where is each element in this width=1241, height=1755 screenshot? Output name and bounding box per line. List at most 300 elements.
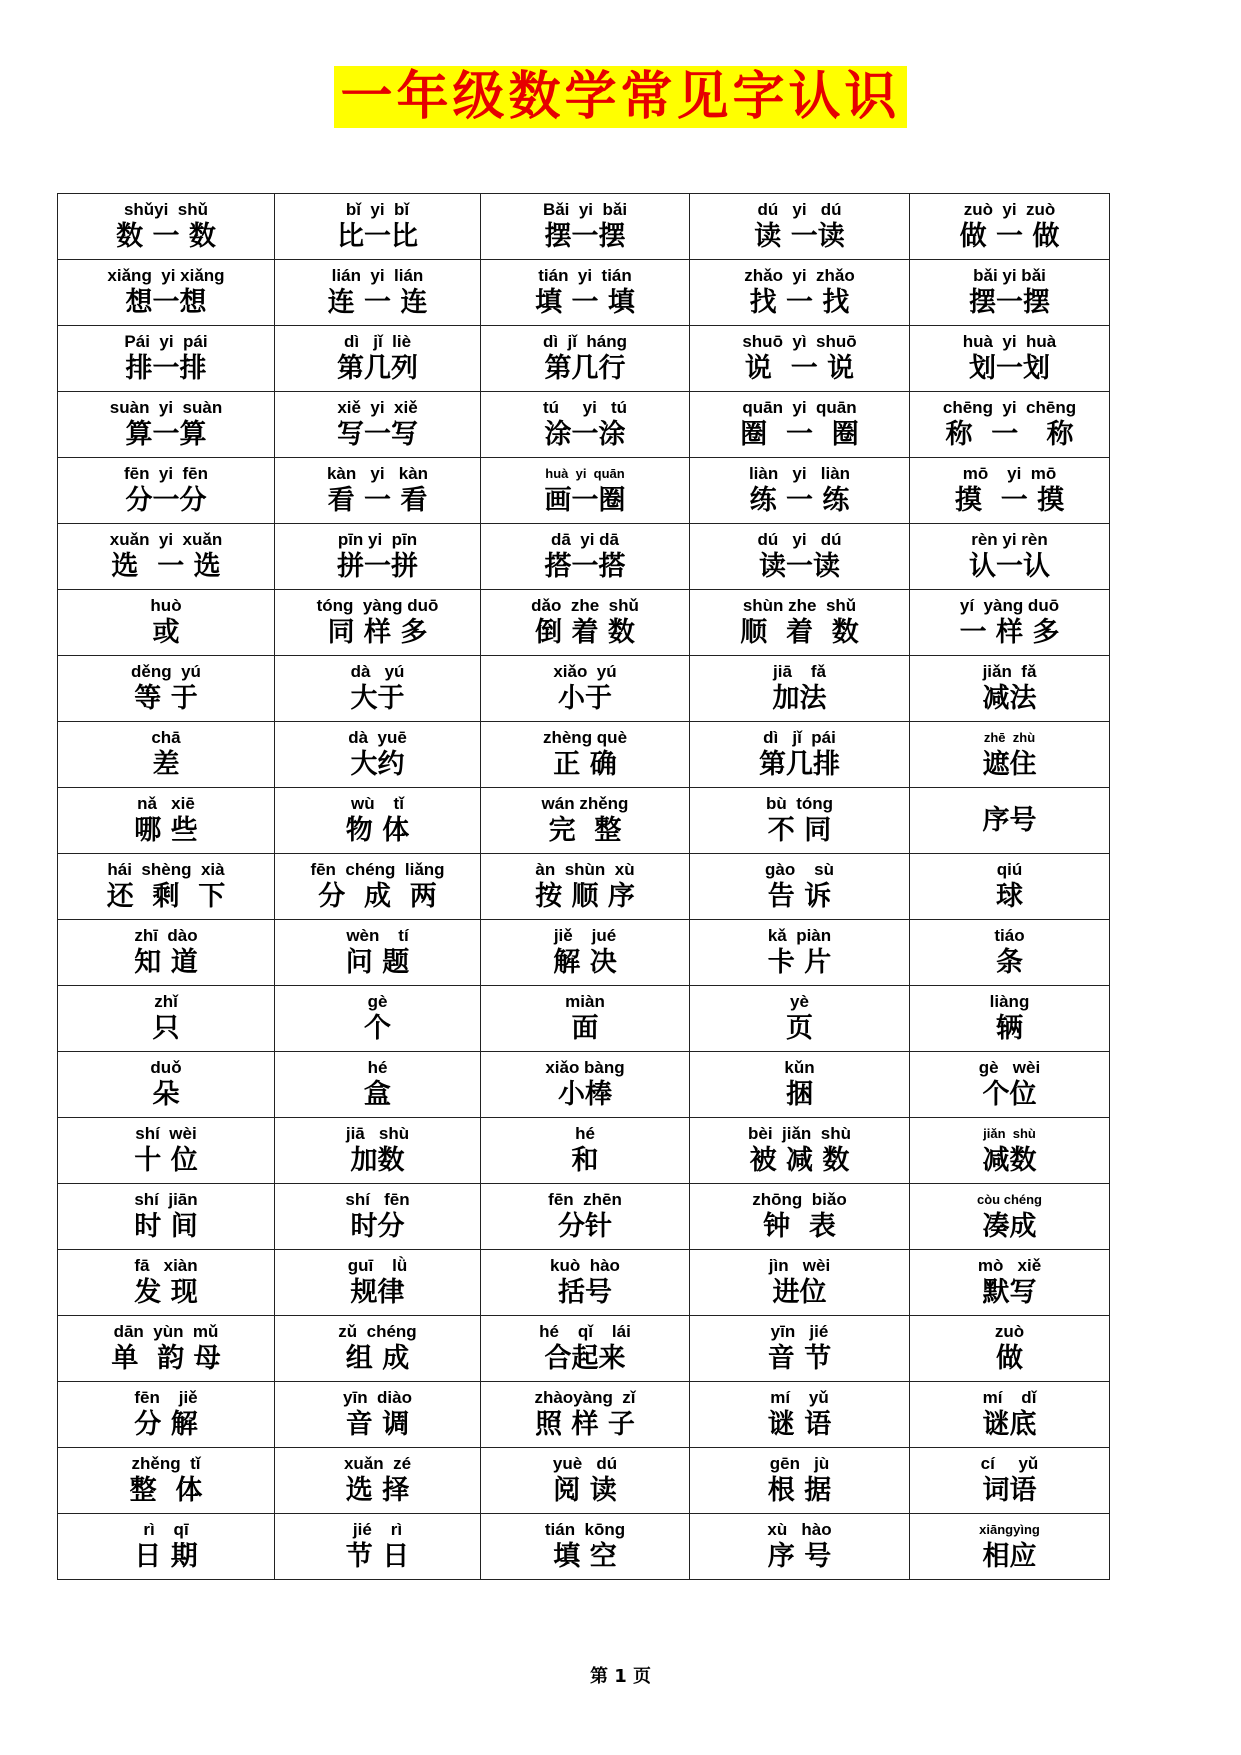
pinyin-label: huà yi quān [545, 466, 625, 481]
word-cell [910, 1382, 1110, 1448]
pinyin-label: xiāngyìng [979, 1522, 1040, 1537]
pinyin-label: hé [575, 1124, 595, 1143]
vocabulary-table [57, 193, 1110, 1580]
hanzi-word: 整 体 [129, 1475, 203, 1506]
word-cell [690, 194, 910, 260]
word-cell [481, 1250, 690, 1316]
table-row [58, 1250, 1110, 1316]
pinyin-label: zǔ chéng [338, 1322, 417, 1341]
pinyin-label: rì qī [143, 1520, 189, 1539]
hanzi-word: 个位 [982, 1079, 1037, 1110]
hanzi-word: 差 [152, 749, 180, 780]
hanzi-word: 第几行 [544, 353, 626, 384]
table-row [58, 194, 1110, 260]
hanzi-word: 相应 [982, 1541, 1037, 1572]
word-cell [481, 1118, 690, 1184]
pinyin-label: mí yǔ [770, 1388, 829, 1407]
hanzi-word: 捆 [786, 1079, 813, 1110]
pinyin-label: jiā shù [345, 1124, 410, 1143]
pinyin-label: jiǎn shù [983, 1126, 1036, 1141]
hanzi-word: 正 确 [553, 749, 617, 780]
hanzi-word: 规律 [350, 1277, 405, 1308]
title-container [0, 66, 1241, 128]
pinyin-label: Bǎi yi bǎi [542, 200, 628, 219]
word-cell [690, 260, 910, 326]
table-row [58, 524, 1110, 590]
word-cell [481, 590, 690, 656]
word-cell [58, 1316, 275, 1382]
pinyin-label: rèn yi rèn [971, 530, 1048, 549]
pinyin-label: xiǎo bàng [545, 1058, 625, 1077]
hanzi-word: 合起来 [544, 1343, 626, 1374]
hanzi-word: 认一认 [969, 551, 1050, 582]
pinyin-label: miàn [565, 992, 605, 1011]
hanzi-word: 顺 着 数 [740, 617, 859, 648]
pinyin-label: gēn jù [769, 1454, 830, 1473]
pinyin-label: liàn yi liàn [748, 464, 851, 483]
hanzi-word: 排一排 [125, 353, 207, 384]
word-cell [58, 920, 275, 986]
pinyin-label: kuò hào [550, 1256, 620, 1275]
pinyin-label: yè [790, 992, 809, 1011]
word-cell [275, 524, 481, 590]
pinyin-label: shùn zhe shǔ [742, 596, 857, 615]
pinyin-label: wèn tí [346, 926, 409, 945]
hanzi-word: 分针 [558, 1211, 612, 1242]
word-cell [58, 1382, 275, 1448]
hanzi-word: 朵 [152, 1079, 180, 1110]
pinyin-label: zhǎo yi zhǎo [744, 266, 855, 285]
word-cell [275, 392, 481, 458]
word-cell [481, 326, 690, 392]
pinyin-label: fēn zhēn [548, 1190, 622, 1209]
hanzi-word: 照 样 子 [535, 1409, 635, 1440]
hanzi-word: 凑成 [982, 1211, 1037, 1242]
word-cell [275, 1382, 481, 1448]
word-cell [481, 194, 690, 260]
word-cell [58, 1052, 275, 1118]
pinyin-label: shí fēn [345, 1190, 410, 1209]
word-cell [690, 1316, 910, 1382]
word-cell [910, 656, 1110, 722]
word-cell [275, 722, 481, 788]
pinyin-label: tú yi tú [542, 398, 628, 417]
pinyin-label: jiǎn fǎ [982, 662, 1037, 681]
word-cell [58, 788, 275, 854]
word-cell [275, 1250, 481, 1316]
hanzi-word: 大约 [350, 749, 405, 780]
table-row [58, 1118, 1110, 1184]
pinyin-label: fā xiàn [134, 1256, 198, 1275]
hanzi-word: 谜 语 [767, 1409, 832, 1440]
word-cell [690, 722, 910, 788]
hanzi-word: 小棒 [558, 1079, 612, 1110]
pinyin-label: dān yùn mǔ [113, 1322, 219, 1341]
pinyin-label: tián yi tián [538, 266, 632, 285]
pinyin-label: wù tǐ [351, 794, 404, 813]
pinyin-label: duǒ [150, 1058, 182, 1077]
pinyin-label: xuǎn zé [343, 1454, 412, 1473]
hanzi-word: 摆一摆 [969, 287, 1050, 318]
hanzi-word: 大于 [350, 683, 405, 714]
word-cell [481, 986, 690, 1052]
hanzi-word: 练 一 练 [749, 485, 850, 516]
hanzi-word: 减数 [982, 1145, 1037, 1176]
word-cell [275, 1184, 481, 1250]
word-cell [910, 722, 1110, 788]
hanzi-word: 遮住 [982, 749, 1037, 780]
table-row [58, 986, 1110, 1052]
word-cell [275, 1514, 481, 1580]
pinyin-label: pīn yi pīn [337, 530, 418, 549]
hanzi-word: 选 一 选 [111, 551, 221, 582]
pinyin-label: xù hào [767, 1520, 832, 1539]
pinyin-label: bèi jiǎn shù [748, 1124, 851, 1143]
hanzi-word: 知 道 [134, 947, 198, 978]
word-cell [275, 854, 481, 920]
hanzi-word: 球 [996, 881, 1023, 912]
pinyin-label: kǔn [784, 1058, 815, 1077]
hanzi-word: 音 节 [767, 1343, 832, 1374]
hanzi-word: 同 样 多 [327, 617, 428, 648]
hanzi-word: 数 一 数 [116, 221, 216, 252]
word-cell [910, 920, 1110, 986]
pinyin-label: yuè dú [552, 1454, 618, 1473]
hanzi-word: 分一分 [125, 485, 207, 516]
pinyin-label: jié rì [352, 1520, 403, 1539]
table-row [58, 854, 1110, 920]
word-cell [275, 656, 481, 722]
table-row [58, 656, 1110, 722]
pinyin-label: qiú [996, 860, 1023, 879]
pinyin-label: tián kōng [544, 1520, 626, 1539]
word-cell [275, 458, 481, 524]
hanzi-word: 分 解 [134, 1409, 198, 1440]
hanzi-word: 不 同 [767, 815, 832, 846]
pinyin-label: zhèng què [542, 728, 628, 747]
pinyin-label: huà yi huà [962, 332, 1057, 351]
pinyin-label: bǐ yi bǐ [345, 200, 410, 219]
table-row [58, 920, 1110, 986]
pinyin-label: fēn jiě [134, 1388, 198, 1407]
word-cell [910, 1250, 1110, 1316]
pinyin-label: dì jǐ liè [343, 332, 412, 351]
word-cell [910, 326, 1110, 392]
hanzi-word: 完 整 [548, 815, 622, 846]
hanzi-word: 默写 [982, 1277, 1037, 1308]
pinyin-label: shǔyi shǔ [123, 200, 209, 219]
hanzi-word: 进位 [772, 1277, 827, 1308]
pinyin-label: gè wèi [978, 1058, 1041, 1077]
pinyin-label: yí yàng duō [959, 596, 1060, 615]
hanzi-word: 时 间 [134, 1211, 198, 1242]
pinyin-label: tóng yàng duō [316, 596, 439, 615]
hanzi-word: 盒 [364, 1079, 391, 1110]
word-cell [910, 854, 1110, 920]
hanzi-word: 还 剩 下 [106, 881, 226, 912]
hanzi-word: 只 [152, 1013, 180, 1044]
pinyin-label: gào sù [765, 860, 834, 879]
hanzi-word: 看 一 看 [327, 485, 428, 516]
pinyin-label: lián yi lián [331, 266, 424, 285]
pinyin-label: dì jǐ háng [542, 332, 628, 351]
word-cell [690, 986, 910, 1052]
pinyin-label: bǎi yi bǎi [973, 266, 1046, 285]
word-cell [481, 1448, 690, 1514]
hanzi-word: 找 一 找 [749, 287, 850, 318]
pinyin-label: xuǎn yi xuǎn [109, 530, 223, 549]
word-cell [481, 1052, 690, 1118]
word-cell [690, 1250, 910, 1316]
hanzi-word: 和 [571, 1145, 599, 1176]
word-cell [910, 1184, 1110, 1250]
hanzi-word: 分 成 两 [318, 881, 437, 912]
pinyin-label: zuò yi zuò [963, 200, 1056, 219]
hanzi-word: 想一想 [125, 287, 207, 318]
word-cell [58, 986, 275, 1052]
hanzi-word: 比一比 [337, 221, 418, 252]
word-cell [58, 326, 275, 392]
pinyin-label: dì jǐ pái [763, 728, 836, 747]
word-cell [58, 1118, 275, 1184]
hanzi-word: 小于 [558, 683, 612, 714]
hanzi-word: 减法 [982, 683, 1037, 714]
word-cell [58, 260, 275, 326]
word-cell [275, 920, 481, 986]
word-cell [58, 722, 275, 788]
word-cell [481, 524, 690, 590]
word-cell [910, 194, 1110, 260]
table-row [58, 392, 1110, 458]
pinyin-label: kàn yi kàn [326, 464, 429, 483]
pinyin-label: xiǎng yi xiǎng [107, 266, 225, 285]
word-cell [910, 986, 1110, 1052]
table-row [58, 788, 1110, 854]
word-cell [910, 1118, 1110, 1184]
word-cell [690, 590, 910, 656]
hanzi-word: 发 现 [134, 1277, 198, 1308]
hanzi-word: 音 调 [345, 1409, 410, 1440]
pinyin-label: quān yi quān [742, 398, 857, 417]
table-row [58, 722, 1110, 788]
pinyin-label: kǎ piàn [767, 926, 832, 945]
hanzi-word: 个 [364, 1013, 391, 1044]
word-cell [481, 392, 690, 458]
table-row [58, 1382, 1110, 1448]
pinyin-label: zhē zhù [983, 730, 1036, 745]
word-cell [58, 1448, 275, 1514]
hanzi-word: 条 [996, 947, 1023, 978]
hanzi-word: 时分 [350, 1211, 405, 1242]
pinyin-label: xiǎo yú [553, 662, 617, 681]
hanzi-word: 连 一 连 [327, 287, 428, 318]
hanzi-word: 单 韵 母 [111, 1343, 221, 1374]
hanzi-word: 词语 [982, 1475, 1037, 1506]
hanzi-word: 序 号 [767, 1541, 832, 1572]
word-cell [690, 392, 910, 458]
word-cell [275, 194, 481, 260]
word-cell [910, 392, 1110, 458]
word-cell [481, 722, 690, 788]
hanzi-word: 页 [786, 1013, 813, 1044]
hanzi-word: 节 日 [345, 1541, 410, 1572]
page-number: 第 1 页 [589, 1666, 652, 1687]
hanzi-word: 或 [152, 617, 180, 648]
word-cell [58, 194, 275, 260]
word-cell [690, 920, 910, 986]
hanzi-word: 划一划 [969, 353, 1050, 384]
word-cell [910, 1448, 1110, 1514]
word-cell [58, 590, 275, 656]
pinyin-label: huò [150, 596, 182, 615]
pinyin-label: jìn wèi [768, 1256, 831, 1275]
hanzi-word: 问 题 [345, 947, 410, 978]
pinyin-label: gè [367, 992, 388, 1011]
pinyin-label: zhàoyàng zǐ [534, 1388, 636, 1407]
word-cell [481, 788, 690, 854]
table-row [58, 1448, 1110, 1514]
pinyin-label: zhōng biǎo [752, 1190, 847, 1209]
pinyin-label: zhǐ [154, 992, 178, 1011]
table-row [58, 590, 1110, 656]
hanzi-word: 加数 [350, 1145, 405, 1176]
word-cell [58, 1514, 275, 1580]
hanzi-word: 物 体 [345, 815, 410, 846]
pinyin-label: cí yǔ [980, 1454, 1039, 1473]
pinyin-label: dǎo zhe shǔ [531, 596, 639, 615]
word-cell [690, 524, 910, 590]
pinyin-label: dà yú [350, 662, 405, 681]
pinyin-label: liàng [989, 992, 1030, 1011]
word-cell [481, 1514, 690, 1580]
pinyin-label: wán zhěng [541, 794, 629, 813]
pinyin-label: děng yú [131, 662, 201, 681]
pinyin-label: Pái yi pái [124, 332, 208, 351]
pinyin-label: hé qǐ lái [539, 1322, 631, 1341]
hanzi-word: 序号 [982, 805, 1037, 836]
word-cell [690, 788, 910, 854]
hanzi-word: 卡 片 [767, 947, 832, 978]
hanzi-word: 根 据 [767, 1475, 832, 1506]
word-cell [275, 1316, 481, 1382]
word-cell [58, 656, 275, 722]
word-cell [910, 788, 1110, 854]
hanzi-word: 第几排 [759, 749, 840, 780]
pinyin-label: àn shùn xù [535, 860, 635, 879]
table-row [58, 1316, 1110, 1382]
word-cell [58, 524, 275, 590]
table-row [58, 260, 1110, 326]
word-cell [690, 1184, 910, 1250]
word-cell [481, 1184, 690, 1250]
hanzi-word: 算一算 [125, 419, 207, 450]
pinyin-label: mō yi mō [962, 464, 1057, 483]
hanzi-word: 组 成 [345, 1343, 410, 1374]
pinyin-label: jiě jué [553, 926, 617, 945]
word-cell [58, 1250, 275, 1316]
word-cell [275, 986, 481, 1052]
pinyin-label: guī lǜ [347, 1256, 408, 1275]
vocabulary-table-body [58, 194, 1110, 1580]
word-cell [275, 326, 481, 392]
word-cell [58, 854, 275, 920]
hanzi-word: 拼一拼 [337, 551, 418, 582]
pinyin-label: dú yi dú [757, 530, 842, 549]
word-cell [58, 458, 275, 524]
word-cell [910, 1514, 1110, 1580]
page-title: 一年级数学常见字认识 [334, 66, 906, 128]
pinyin-label: bù tóng [765, 794, 834, 813]
hanzi-word: 日 期 [134, 1541, 198, 1572]
word-cell [910, 524, 1110, 590]
hanzi-word: 写一写 [337, 419, 418, 450]
hanzi-word: 告 诉 [767, 881, 832, 912]
pinyin-label: shí wèi [135, 1124, 197, 1143]
pinyin-label: jiā fǎ [773, 662, 826, 681]
word-cell [690, 458, 910, 524]
word-cell [275, 590, 481, 656]
word-cell [275, 260, 481, 326]
table-row [58, 1514, 1110, 1580]
word-cell [481, 458, 690, 524]
word-cell [275, 788, 481, 854]
hanzi-word: 选 择 [345, 1475, 410, 1506]
pinyin-label: xiě yi xiě [337, 398, 418, 417]
hanzi-word: 加法 [772, 683, 827, 714]
hanzi-word: 被 减 数 [749, 1145, 850, 1176]
word-cell [690, 854, 910, 920]
pinyin-label: dā yi dā [550, 530, 620, 549]
word-cell [910, 458, 1110, 524]
hanzi-word: 按 顺 序 [535, 881, 635, 912]
hanzi-word: 面 [571, 1013, 599, 1044]
pinyin-label: shí jiān [134, 1190, 198, 1209]
hanzi-word: 搭一搭 [544, 551, 626, 582]
word-cell [690, 656, 910, 722]
pinyin-label: zhī dào [134, 926, 198, 945]
hanzi-word: 阅 读 [553, 1475, 617, 1506]
word-cell [275, 1052, 481, 1118]
hanzi-word: 说 一 说 [744, 353, 855, 384]
hanzi-word: 一 样 多 [959, 617, 1060, 648]
word-cell [690, 1382, 910, 1448]
pinyin-label: nǎ xiē [137, 794, 195, 813]
hanzi-word: 哪 些 [134, 815, 198, 846]
hanzi-word: 谜底 [982, 1409, 1037, 1440]
word-cell [58, 392, 275, 458]
hanzi-word: 摸 一 摸 [954, 485, 1065, 516]
hanzi-word: 读一读 [759, 551, 840, 582]
hanzi-word: 画一圈 [544, 485, 626, 516]
pinyin-label: zuò [994, 1322, 1025, 1341]
hanzi-word: 十 位 [134, 1145, 198, 1176]
hanzi-word: 称 一 称 [945, 419, 1074, 450]
pinyin-label: fēn chéng liǎng [310, 860, 445, 879]
table-row [58, 326, 1110, 392]
word-cell [910, 1052, 1110, 1118]
pinyin-label: fēn yi fēn [123, 464, 209, 483]
pinyin-label: tiáo [994, 926, 1025, 945]
hanzi-word: 圈 一 圈 [740, 419, 859, 450]
word-cell [690, 1514, 910, 1580]
pinyin-label: yīn diào [343, 1388, 412, 1407]
word-cell [275, 1448, 481, 1514]
word-cell [910, 590, 1110, 656]
pinyin-label: dà yuē [348, 728, 407, 747]
pinyin-label: chēng yi chēng [942, 398, 1077, 417]
hanzi-word: 做 [996, 1343, 1023, 1374]
hanzi-word: 摆一摆 [544, 221, 626, 252]
